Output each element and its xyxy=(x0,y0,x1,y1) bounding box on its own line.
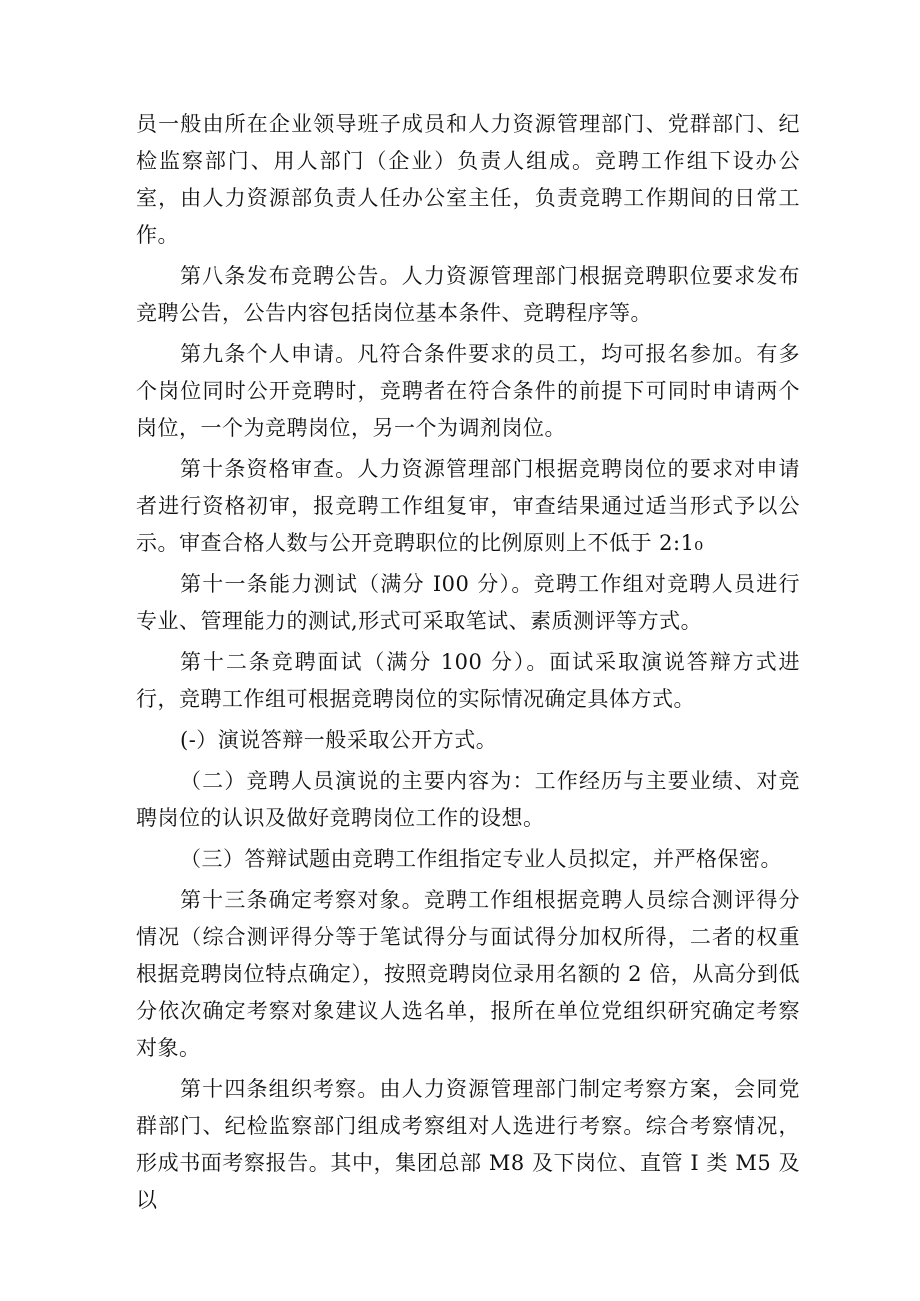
paragraph-continuation: 员一般由所在企业领导班子成员和人力资源管理部门、党群部门、纪检监察部门、用人部门（企业）负责人组成。竞聘工作组下设办公室，由人力资源部负责人任办公室主任，负责竞聘工作期间的日常工作。 xyxy=(136,112,800,247)
paragraph-article-11: 第十一条能力测试（满分 I00 分）。竞聘工作组对竞聘人员进行专业、管理能力的测试,形式可采取笔试、素质测评等方式。 xyxy=(136,572,800,633)
paragraph-article-9: 第九条个人申请。凡符合条件要求的员工，均可报名参加。有多个岗位同时公开竞聘时，竞聘者在符合条件的前提下可同时申请两个岗位，一个为竞聘岗位，另一个为调剂岗位。 xyxy=(136,342,800,440)
paragraph-article-12: 第十二条竞聘面试（满分 100 分）。面试采取演说答辩方式进行，竞聘工作组可根据竞聘岗位的实际情况确定具体方式。 xyxy=(136,650,800,711)
paragraph-article-14: 第十四条组织考察。由人力资源管理部门制定考察方案，会同党群部门、纪检监察部门组成考察组对人选进行考察。综合考察情况，形成书面考察报告。其中，集团总部 M8 及下岗位、直管 I 类 M5 及以 xyxy=(136,1077,800,1212)
document-page xyxy=(136,106,800,1223)
paragraph-article-10: 第十条资格审查。人力资源管理部门根据竞聘岗位的要求对申请者进行资格初审，报竞聘工作组复审，审查结果通过适当形式予以公示。审查合格人数与公开竞聘职位的比例原则上不低于 2:1₀ xyxy=(136,457,800,555)
paragraph-article-13: 第十三条确定考察对象。竞聘工作组根据竞聘人员综合测评得分情况（综合测评得分等于笔试得分与面试得分加权所得，二者的权重根据竞聘岗位特点确定），按照竞聘岗位录用名额的 2 倍，从高分到低分依次确定考察对象建议人选名单，报所在单位党组织研究确定考察对象。 xyxy=(136,888,800,1060)
paragraph-article-8: 第八条发布竞聘公告。人力资源管理部门根据竞聘职位要求发布竞聘公告，公告内容包括岗位基本条件、竞聘程序等。 xyxy=(136,264,800,325)
paragraph-item-2: （二）竞聘人员演说的主要内容为：工作经历与主要业绩、对竞聘岗位的认识及做好竞聘岗位工作的设想。 xyxy=(136,769,800,830)
paragraph-item-3: （三）答辩试题由竞聘工作组指定专业人员拟定，并严格保密。 xyxy=(180,847,782,871)
paragraph-item-1: (-）演说答辩一般采取公开方式。 xyxy=(180,728,498,752)
